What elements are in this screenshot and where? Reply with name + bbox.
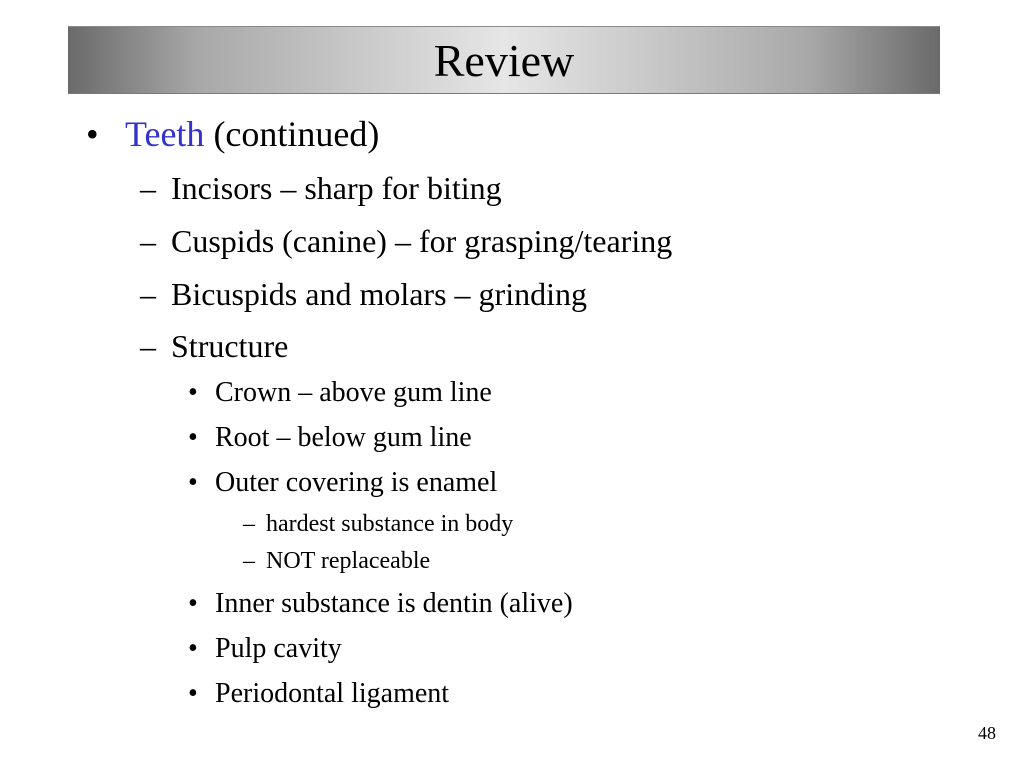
bullet-marker: • — [188, 422, 198, 453]
list-item: Inner substance is dentin (alive) — [215, 588, 573, 619]
heading-line — [125, 113, 379, 155]
list-item: Structure — [171, 328, 289, 364]
bullet-marker: • — [188, 588, 198, 619]
list-item: Crown – above gum line — [215, 377, 492, 408]
dash-marker: – — [140, 170, 156, 206]
list-item: Incisors – sharp for biting — [171, 170, 502, 206]
dash-marker: – — [243, 511, 255, 537]
list-item: Root – below gum line — [215, 422, 472, 453]
bullet-marker: • — [188, 467, 198, 498]
slide-title: Review — [433, 35, 575, 86]
heading-rest-text: (continued) — [204, 114, 380, 154]
heading-accent-text: Teeth — [125, 114, 205, 154]
dash-marker: – — [140, 328, 156, 364]
page-number: 48 — [978, 723, 996, 743]
list-item: Outer covering is enamel — [215, 467, 498, 498]
list-item: Bicuspids and molars – grinding — [171, 276, 587, 312]
bullet-marker: • — [86, 114, 99, 154]
list-item: Cuspids (canine) – for grasping/tearing — [171, 223, 673, 259]
dash-marker: – — [140, 276, 156, 312]
dash-marker: – — [243, 548, 255, 574]
list-item: Pulp cavity — [215, 633, 342, 664]
list-item: NOT replaceable — [266, 548, 431, 574]
bullet-marker: • — [188, 678, 198, 709]
list-item: Periodontal ligament — [215, 678, 450, 709]
dash-marker: – — [140, 223, 156, 259]
list-item: hardest substance in body — [266, 511, 514, 537]
bullet-marker: • — [188, 377, 198, 408]
bullet-marker: • — [188, 633, 198, 664]
